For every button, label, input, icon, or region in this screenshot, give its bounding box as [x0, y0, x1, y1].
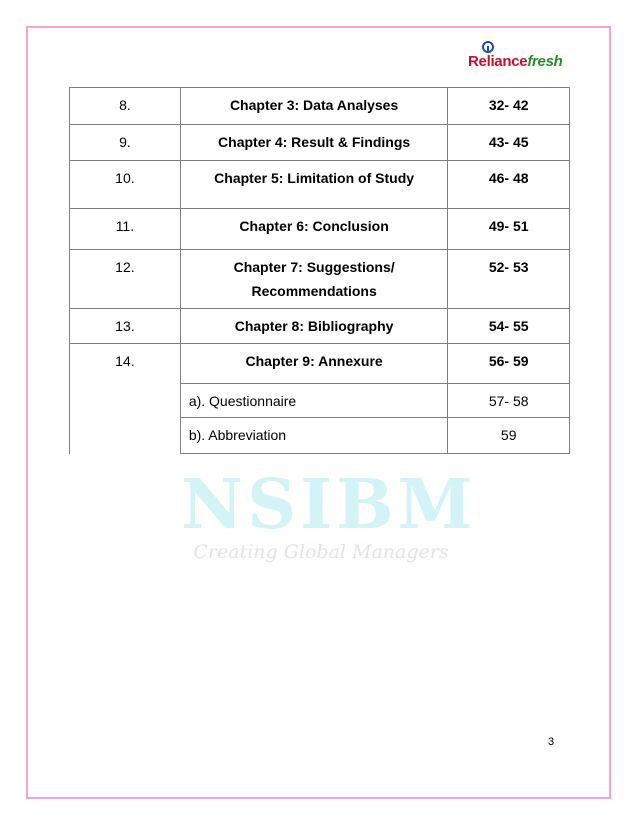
row-number-cell [70, 309, 181, 344]
row-number: 13. [115, 318, 135, 334]
page-range: 56- 59 [488, 353, 529, 369]
table-row [70, 250, 570, 309]
page-range-cell [448, 209, 570, 250]
page-range-cell [448, 250, 570, 309]
table-row [70, 309, 570, 344]
row-number-cell [70, 161, 181, 209]
page-range-cell [448, 88, 570, 125]
page-range-cell [448, 125, 570, 161]
page-range: 32- 42 [488, 97, 529, 113]
chapter-title-cell [180, 344, 448, 384]
chapter-title-cell [180, 125, 448, 161]
page-range-cell [448, 309, 570, 344]
logo-text [468, 53, 563, 70]
page-range-cell [448, 344, 570, 384]
watermark-subtitle: Creating Global Managers [193, 541, 449, 563]
chapter-title-cell [180, 309, 448, 344]
subsection-title-cell [180, 418, 448, 454]
chapter-title-cell [180, 209, 448, 250]
page-range: 54- 55 [488, 318, 529, 334]
row-number-cell [70, 209, 181, 250]
table-of-contents [69, 87, 570, 454]
chapter-title [181, 250, 448, 303]
row-number: 12. [115, 259, 135, 275]
row-number-cell [70, 125, 181, 161]
row-number: 10. [115, 170, 135, 186]
page-range: 46- 48 [488, 170, 529, 186]
chapter-title: Chapter 8: Bibliography [234, 318, 394, 334]
page-number: 3 [548, 736, 555, 748]
watermark-title: NSIBM [181, 465, 477, 545]
chapter-title-cell [180, 88, 448, 125]
row-number: 14. [115, 353, 135, 369]
chapter-title-cell [180, 161, 448, 209]
nsibm-watermark [181, 465, 477, 575]
logo-text-reliance: Reliance [468, 53, 528, 70]
row-number: 8. [119, 97, 131, 113]
subsection-title: b). Abbreviation [188, 427, 287, 443]
subsection-pages: 59 [500, 427, 517, 443]
page-range: 49- 51 [488, 218, 529, 234]
row-number-cell [70, 250, 181, 309]
subsection-title-cell [180, 384, 448, 418]
subsection-title: a). Questionnaire [188, 393, 297, 409]
chapter-title-cell [180, 250, 448, 309]
chapter-title: Chapter 5: Limitation of Study [214, 170, 415, 186]
table-row [70, 344, 570, 384]
subsection-pages-cell [448, 418, 570, 454]
page-range: 43- 45 [488, 134, 529, 150]
reliance-fresh-logo [468, 41, 563, 73]
chapter-title: Chapter 3: Data Analyses [229, 97, 399, 113]
table-row [70, 161, 570, 209]
chapter-title-line2: Recommendations [251, 283, 377, 299]
table-row [70, 125, 570, 161]
chapter-title-line1: Chapter 7: Suggestions/ [233, 259, 395, 275]
chapter-title: Chapter 6: Conclusion [239, 218, 389, 234]
subsection-pages: 57- 58 [488, 393, 529, 409]
subsection-pages-cell [448, 384, 570, 418]
row-number-cell [70, 88, 181, 125]
page-range: 52- 53 [488, 259, 529, 275]
table-row [70, 88, 570, 125]
logo-text-fresh: fresh [527, 53, 563, 70]
table-row [70, 209, 570, 250]
page-range-cell [448, 161, 570, 209]
row-number-cell [70, 344, 181, 454]
reliance-logo-icon [482, 41, 494, 53]
chapter-title: Chapter 9: Annexure [245, 353, 383, 369]
row-number: 9. [119, 134, 131, 150]
chapter-title: Chapter 4: Result & Findings [218, 134, 411, 150]
row-number: 11. [115, 218, 135, 234]
